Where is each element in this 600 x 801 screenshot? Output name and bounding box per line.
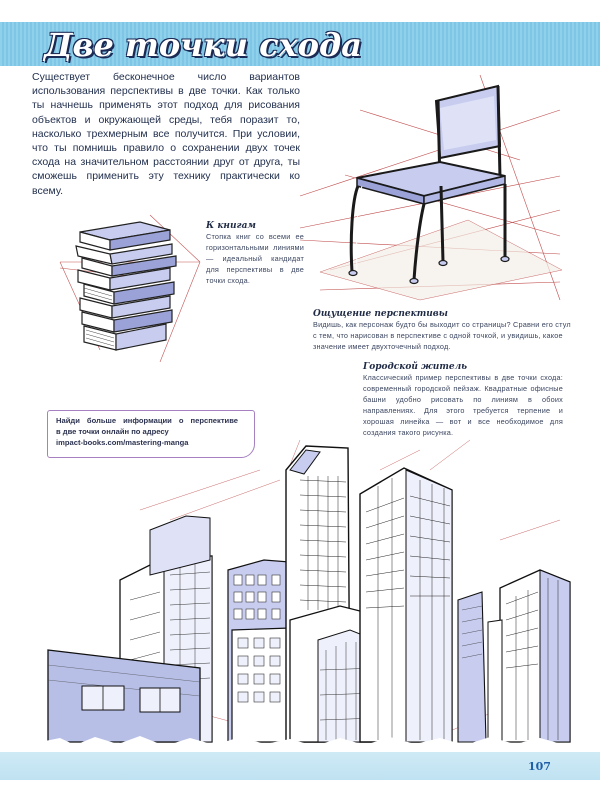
info-url-link[interactable]: impact-books.com/mastering-manga [56, 438, 189, 448]
caption-city-body: Классический пример перспективы в две точки схода: современный городской пейзаж. Квадратные офисные башни удобно рисовать по линиям в обоих направлениях. Для этого требуется терпение и хорошая линейка — вот и все необходимое для создания такого рисунка. [363, 373, 563, 437]
city-illustration [40, 440, 590, 752]
caption-city [363, 362, 563, 438]
caption-books-title: К книгам [206, 221, 256, 231]
page-number: 107 [528, 760, 551, 773]
caption-books-body: Стопка книг со всеми ее горизонтальными линиями — идеальный кандидат для перспективы в две точки схода. [206, 232, 304, 285]
caption-chair [313, 309, 575, 352]
caption-chair-body: Видишь, как персонаж будто бы выходит со страницы? Сравни его стул с тем, что нарисован в перспективе с одной точкой, и увидишь, какое значение имеет двухточечный подход. [313, 320, 571, 351]
caption-books [206, 221, 304, 286]
caption-chair-title: Ощущение перспективы [313, 309, 448, 319]
chair-illustration [300, 75, 562, 300]
info-line-2: в две точки онлайн по адресу [56, 427, 169, 437]
caption-city-title: Городской житель [363, 362, 468, 372]
intro-paragraph: Существует бесконечное число вариантов использования перспективы в две точки. Как только ты начнешь применять этот подход для рисования объектов и окружающей среды, тебя поразит то, насколько трехмерным все получится. При условии, что ты помнишь правило о сохранении двух точек схода на значительном расстоянии друг от друга, ты сможешь применить эту технику практически ко всему. [32, 71, 300, 197]
books-illustration [60, 215, 200, 362]
page-title: Две точки схода [44, 26, 362, 64]
info-box-text [56, 415, 238, 449]
footer-band [0, 752, 600, 780]
info-line-1: Найди больше информации о перспективе [56, 416, 238, 425]
